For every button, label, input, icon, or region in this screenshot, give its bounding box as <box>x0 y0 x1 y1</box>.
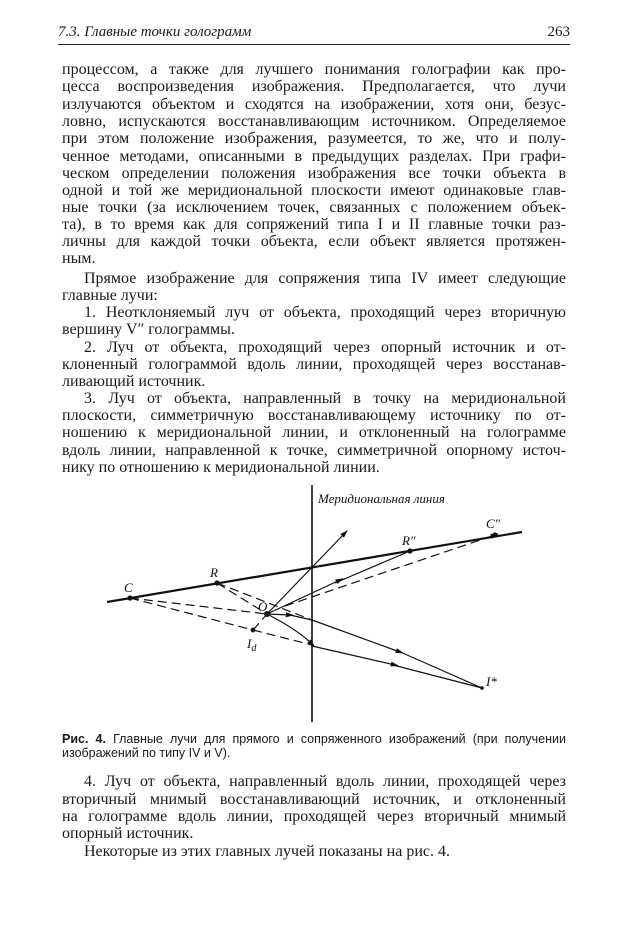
point-i-star <box>480 686 484 690</box>
label-o: O <box>258 599 268 614</box>
text-line: одной и той же меридиональной плоскости имеют одинаковые глав- <box>62 182 566 199</box>
label-c: C <box>124 580 133 595</box>
text-line: 2. Луч от объекта, проходящий через опорный источник и от- <box>84 339 566 356</box>
meridional-label: Меридиональная линия <box>318 491 445 506</box>
caption-line: Главные лучи для прямого и сопряженного изображений (при получении <box>113 732 566 746</box>
point-r <box>214 580 219 585</box>
text-line: главные лучи: <box>62 287 158 304</box>
text-line: на голограмме вдоль линии, проходящей через вторичный мнимый <box>62 808 566 825</box>
label-c-double-prime: C″ <box>486 516 501 531</box>
label-i-star: I* <box>486 674 497 689</box>
text-line: ливающий источник. <box>62 373 206 390</box>
text-line: клоненный голограммой вдоль линии, проходящей через восстанав- <box>62 356 566 373</box>
text-line: вдоль линии, направленной к точке, симметричной опорному источ- <box>62 442 566 459</box>
text-line: ческом определении положения изображения все точки объекта в <box>62 165 566 182</box>
caption-line: изображений по типу IV и V). <box>62 746 231 760</box>
text-line: 3. Луч от объекта, направленный в точку на меридиональной <box>84 390 566 407</box>
point-id <box>251 628 256 633</box>
text-line: процессом, а также для лучшего понимания голографии как про- <box>62 61 566 78</box>
text-line: ные точки (за исключением точек, связанных с положением объек- <box>62 199 566 216</box>
label-r-double-prime: R″ <box>402 533 416 548</box>
closing-sentence: Некоторые из этих главных лучей показаны на рис. 4. <box>84 843 450 860</box>
text-line: 1. Неотклоняемый луч от объекта, проходящий через вторичную <box>84 304 566 321</box>
text-line: 4. Луч от объекта, направленный вдоль линии, проходящей через <box>84 773 566 790</box>
section-title: 7.3. Главные точки голограмм <box>58 24 252 40</box>
text-line: ченное методами, описанными в предыдущих разделах. При графи- <box>62 148 566 165</box>
label-r: R <box>210 565 218 580</box>
point-c <box>127 595 132 600</box>
text-line: личны для каждой точки объекта, если объект является протяжен- <box>62 233 566 250</box>
text-line: нику по отношению к меридиональной линии. <box>62 459 380 476</box>
text-line: та), в то время как для сопряжений типа I и II главные точки раз- <box>62 216 566 233</box>
label-id: $I_d$ <box>247 636 257 654</box>
text-line: вершину V″ голограммы. <box>62 321 235 338</box>
point-c-double-prime <box>492 532 497 537</box>
text-line: цесса воспроизведения изображения. Предполагается, что лучи <box>62 78 566 95</box>
caption-prefix: Рис. 4. <box>62 732 106 746</box>
text-line: излучаются объектом и сходятся на изображении, хотя они, безус- <box>62 96 566 113</box>
text-line: ловно, испускаются восстанавливающим источником. Определяемое <box>62 113 566 130</box>
text-line: ным. <box>62 250 96 267</box>
text-line: ношению к меридиональной линии, и отклоненный на голограмме <box>62 424 566 441</box>
text-line: Прямое изображение для сопряжения типа IV имеет следующие <box>84 270 566 287</box>
text-line: при этом положение изображения, разумеется, то же, что и полу- <box>62 130 566 147</box>
point-r-double-prime <box>407 548 412 553</box>
page-number: 263 <box>547 24 570 40</box>
text-line: плоскости, симметричную восстанавливающему источнику по от- <box>62 407 566 424</box>
text-line: вторичный мнимый восстанавливающий источник, и отклоненный <box>62 791 566 808</box>
text-line: опорный источник. <box>62 825 194 842</box>
